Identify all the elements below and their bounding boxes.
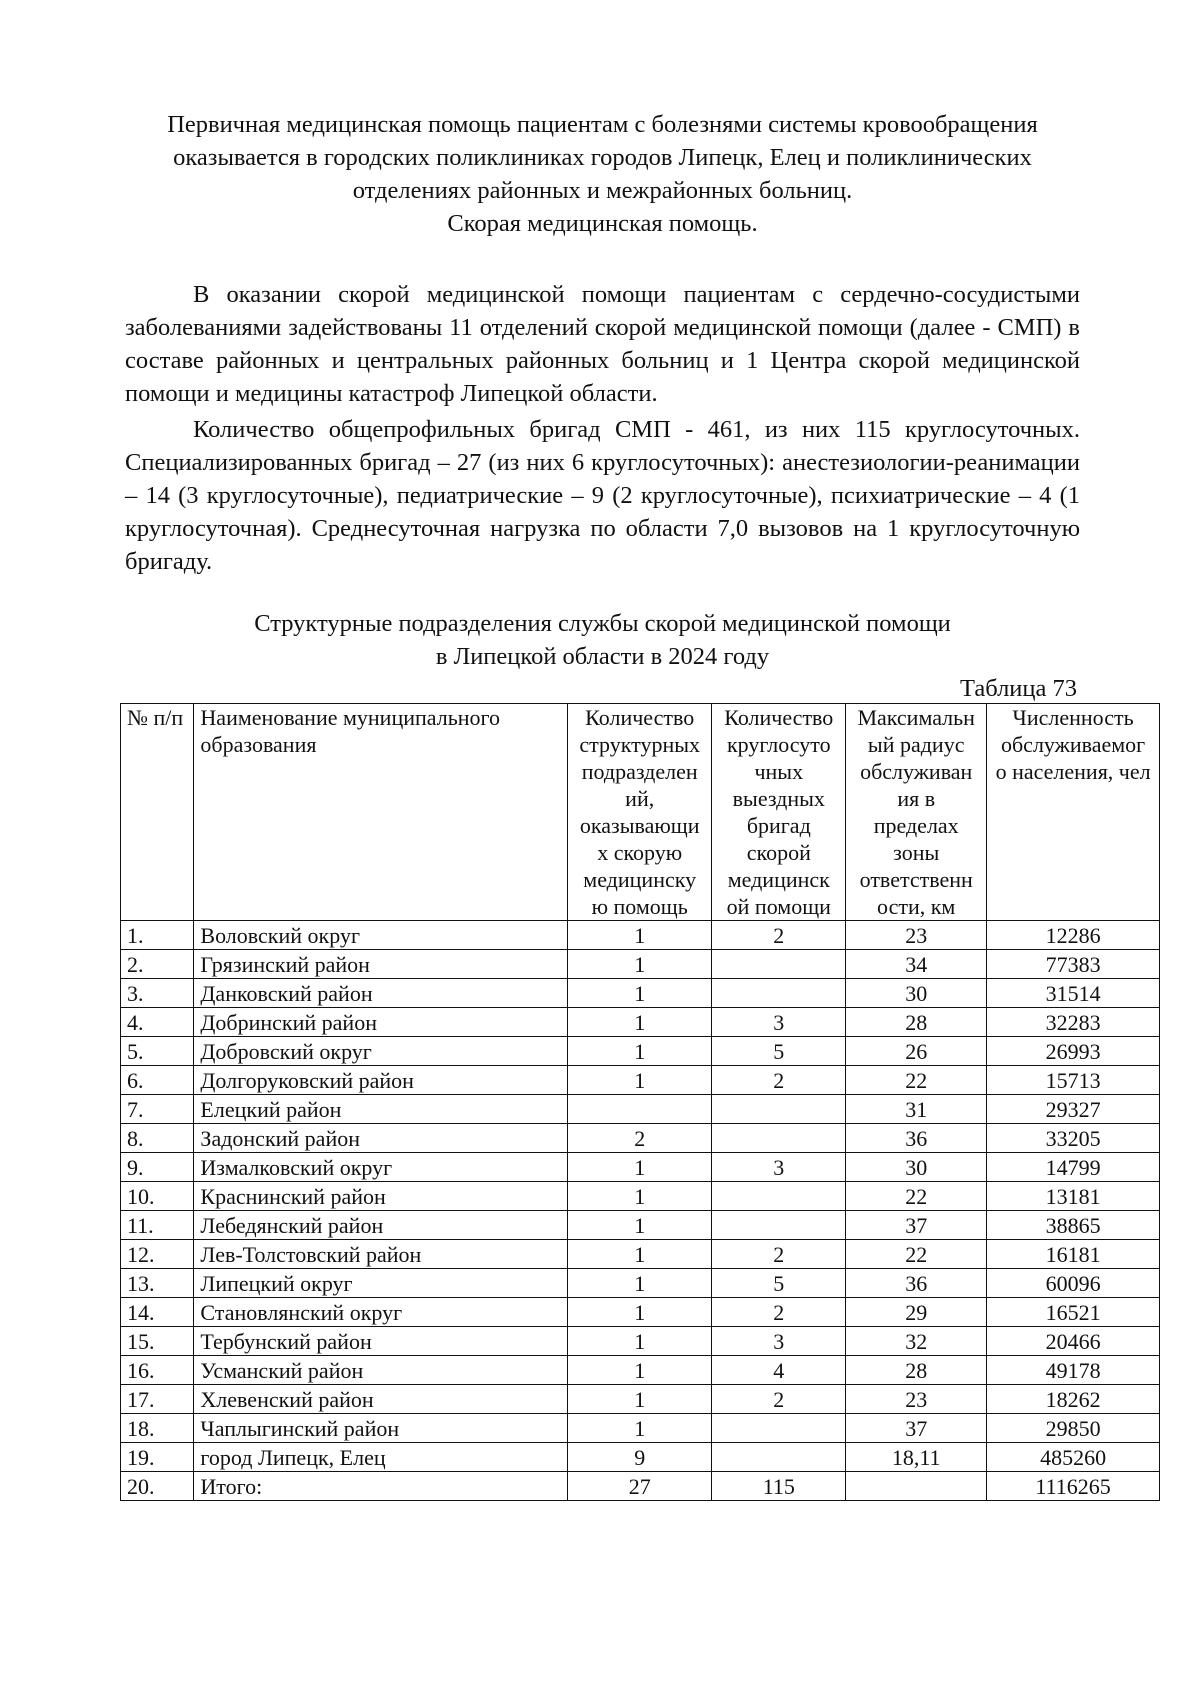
cell-max-radius xyxy=(846,1472,987,1501)
table-row xyxy=(121,1095,1160,1124)
cell-population: 32283 xyxy=(987,1008,1160,1037)
table-row xyxy=(121,950,1160,979)
cell-max-radius: 36 xyxy=(846,1269,987,1298)
cell-brigades-count xyxy=(712,1182,846,1211)
cell-brigades-count: 5 xyxy=(712,1037,846,1066)
table-header-row xyxy=(121,704,1160,921)
cell-max-radius: 22 xyxy=(846,1066,987,1095)
cell-municipality: Итого: xyxy=(194,1472,568,1501)
cell-brigades-count xyxy=(712,1124,846,1153)
cell-number: 20. xyxy=(121,1472,194,1501)
cell-units-count: 1 xyxy=(568,950,712,979)
intro-block xyxy=(125,108,1080,240)
cell-population: 60096 xyxy=(987,1269,1160,1298)
cell-population: 31514 xyxy=(987,979,1160,1008)
cell-brigades-count: 5 xyxy=(712,1269,846,1298)
cell-max-radius: 31 xyxy=(846,1095,987,1124)
table-title-line: Структурные подразделения службы скорой медицинской помощи xyxy=(254,610,951,637)
cell-units-count: 1 xyxy=(568,1298,712,1327)
cell-max-radius: 18,11 xyxy=(846,1443,987,1472)
cell-max-radius: 22 xyxy=(846,1182,987,1211)
table-row xyxy=(121,1472,1160,1501)
table-row xyxy=(121,1385,1160,1414)
cell-units-count: 1 xyxy=(568,979,712,1008)
cell-municipality: Добровский округ xyxy=(194,1037,568,1066)
cell-max-radius: 22 xyxy=(846,1240,987,1269)
cell-max-radius: 37 xyxy=(846,1414,987,1443)
cell-municipality: Липецкий округ xyxy=(194,1269,568,1298)
cell-population: 20466 xyxy=(987,1327,1160,1356)
cell-municipality: Краснинский район xyxy=(194,1182,568,1211)
cell-number: 16. xyxy=(121,1356,194,1385)
cell-number: 15. xyxy=(121,1327,194,1356)
table-body xyxy=(121,921,1160,1501)
cell-units-count: 1 xyxy=(568,1182,712,1211)
cell-population: 14799 xyxy=(987,1153,1160,1182)
cell-population: 12286 xyxy=(987,921,1160,950)
cell-max-radius: 34 xyxy=(846,950,987,979)
cell-max-radius: 30 xyxy=(846,979,987,1008)
header-number: № п/п xyxy=(121,704,194,921)
cell-units-count: 2 xyxy=(568,1124,712,1153)
cell-number: 4. xyxy=(121,1008,194,1037)
body-text xyxy=(125,278,1080,581)
cell-municipality: Воловский округ xyxy=(194,921,568,950)
cell-brigades-count: 3 xyxy=(712,1008,846,1037)
header-population: Численность обслуживаемог о населения, чел xyxy=(987,704,1160,921)
cell-population: 13181 xyxy=(987,1182,1160,1211)
cell-max-radius: 37 xyxy=(846,1211,987,1240)
cell-number: 11. xyxy=(121,1211,194,1240)
table-row xyxy=(121,921,1160,950)
cell-number: 7. xyxy=(121,1095,194,1124)
cell-population: 1116265 xyxy=(987,1472,1160,1501)
cell-units-count: 1 xyxy=(568,1385,712,1414)
cell-units-count: 1 xyxy=(568,1269,712,1298)
cell-population: 26993 xyxy=(987,1037,1160,1066)
cell-number: 14. xyxy=(121,1298,194,1327)
cell-number: 18. xyxy=(121,1414,194,1443)
cell-population: 29850 xyxy=(987,1414,1160,1443)
cell-brigades-count: 2 xyxy=(712,1385,846,1414)
header-municipality: Наименование муниципального образования xyxy=(194,704,568,921)
cell-brigades-count xyxy=(712,1443,846,1472)
cell-municipality: Становлянский округ xyxy=(194,1298,568,1327)
cell-municipality: Хлевенский район xyxy=(194,1385,568,1414)
table-row xyxy=(121,1443,1160,1472)
intro-line: Первичная медицинская помощь пациентам с болезнями системы кровообращения xyxy=(167,111,1038,138)
table-row xyxy=(121,1327,1160,1356)
cell-units-count: 1 xyxy=(568,1008,712,1037)
cell-number: 19. xyxy=(121,1443,194,1472)
paragraph: В оказании скорой медицинской помощи пациентам с сердечно-сосудистыми заболеваниями задействованы 11 отделений скорой медицинской помощи (далее - СМП) в составе районных и центральных районных больниц и 1 Центра скорой медицинской помощи и медицины катастроф Липецкой области. xyxy=(125,281,1080,407)
cell-brigades-count xyxy=(712,979,846,1008)
cell-number: 5. xyxy=(121,1037,194,1066)
cell-units-count: 9 xyxy=(568,1443,712,1472)
cell-population: 38865 xyxy=(987,1211,1160,1240)
table-number: Таблица 73 xyxy=(960,675,1078,702)
cell-population: 49178 xyxy=(987,1356,1160,1385)
cell-number: 6. xyxy=(121,1066,194,1095)
cell-population: 77383 xyxy=(987,950,1160,979)
cell-number: 12. xyxy=(121,1240,194,1269)
table-row xyxy=(121,979,1160,1008)
cell-brigades-count: 4 xyxy=(712,1356,846,1385)
cell-municipality: Задонский район xyxy=(194,1124,568,1153)
header-units-count: Количество структурных подразделен ий, оказывающи х скорую медицинску ю помощь xyxy=(568,704,712,921)
section-heading: Скорая медицинская помощь. xyxy=(447,210,758,237)
cell-municipality: Тербунский район xyxy=(194,1327,568,1356)
table-row xyxy=(121,1414,1160,1443)
table-row xyxy=(121,1211,1160,1240)
cell-units-count xyxy=(568,1095,712,1124)
intro-line: отделениях районных и межрайонных больниц. xyxy=(352,177,853,204)
cell-number: 10. xyxy=(121,1182,194,1211)
cell-municipality: Елецкий район xyxy=(194,1095,568,1124)
ambulance-units-table xyxy=(120,703,1160,1501)
cell-number: 3. xyxy=(121,979,194,1008)
table-title-line: в Липецкой области в 2024 году xyxy=(435,643,770,670)
header-max-radius: Максимальн ый радиус обслуживан ия в пределах зоны ответственн ости, км xyxy=(846,704,987,921)
cell-brigades-count: 2 xyxy=(712,1298,846,1327)
cell-number: 13. xyxy=(121,1269,194,1298)
cell-brigades-count: 3 xyxy=(712,1153,846,1182)
table-row xyxy=(121,1240,1160,1269)
cell-max-radius: 23 xyxy=(846,1385,987,1414)
cell-units-count: 1 xyxy=(568,1414,712,1443)
cell-max-radius: 28 xyxy=(846,1008,987,1037)
cell-brigades-count: 3 xyxy=(712,1327,846,1356)
table-row xyxy=(121,1037,1160,1066)
paragraph: Количество общепрофильных бригад СМП - 461, из них 115 круглосуточных. Специализированных бригад – 27 (из них 6 круглосуточных): анестезиологии-реанимации – 14 (3 круглосуточные), педиатрические – 9 (2 круглосуточные), психиатрические – 4 (1 круглосуточная). Среднесуточная нагрузка по области 7,0 вызовов на 1 круглосуточную бригаду. xyxy=(125,416,1080,575)
cell-units-count: 1 xyxy=(568,1211,712,1240)
cell-units-count: 1 xyxy=(568,1327,712,1356)
cell-municipality: Лев-Толстовский район xyxy=(194,1240,568,1269)
cell-municipality: Грязинский район xyxy=(194,950,568,979)
table-title xyxy=(125,607,1080,673)
cell-units-count: 1 xyxy=(568,1356,712,1385)
cell-brigades-count: 2 xyxy=(712,1066,846,1095)
cell-units-count: 1 xyxy=(568,921,712,950)
table-row xyxy=(121,1269,1160,1298)
cell-brigades-count: 2 xyxy=(712,1240,846,1269)
cell-municipality: Чаплыгинский район xyxy=(194,1414,568,1443)
table-row xyxy=(121,1066,1160,1095)
cell-max-radius: 23 xyxy=(846,921,987,950)
cell-population: 485260 xyxy=(987,1443,1160,1472)
cell-population: 16181 xyxy=(987,1240,1160,1269)
cell-max-radius: 36 xyxy=(846,1124,987,1153)
cell-max-radius: 28 xyxy=(846,1356,987,1385)
cell-max-radius: 32 xyxy=(846,1327,987,1356)
table-row xyxy=(121,1356,1160,1385)
header-brigades-count: Количество круглосуто чных выездных бригад скорой медицинск ой помощи xyxy=(712,704,846,921)
cell-brigades-count: 2 xyxy=(712,921,846,950)
cell-max-radius: 29 xyxy=(846,1298,987,1327)
table-row xyxy=(121,1182,1160,1211)
cell-population: 15713 xyxy=(987,1066,1160,1095)
cell-number: 2. xyxy=(121,950,194,979)
cell-units-count: 1 xyxy=(568,1066,712,1095)
cell-number: 8. xyxy=(121,1124,194,1153)
table-row xyxy=(121,1298,1160,1327)
intro-line: оказывается в городских поликлиниках городов Липецк, Елец и поликлинических xyxy=(173,144,1032,171)
cell-population: 29327 xyxy=(987,1095,1160,1124)
cell-municipality: Добринский район xyxy=(194,1008,568,1037)
cell-municipality: Усманский район xyxy=(194,1356,568,1385)
cell-number: 9. xyxy=(121,1153,194,1182)
cell-max-radius: 30 xyxy=(846,1153,987,1182)
cell-brigades-count xyxy=(712,1211,846,1240)
cell-municipality: город Липецк, Елец xyxy=(194,1443,568,1472)
cell-units-count: 1 xyxy=(568,1153,712,1182)
cell-municipality: Долгоруковский район xyxy=(194,1066,568,1095)
table-row xyxy=(121,1008,1160,1037)
cell-population: 33205 xyxy=(987,1124,1160,1153)
table-row xyxy=(121,1153,1160,1182)
cell-number: 17. xyxy=(121,1385,194,1414)
cell-units-count: 1 xyxy=(568,1240,712,1269)
cell-municipality: Лебедянский район xyxy=(194,1211,568,1240)
cell-population: 16521 xyxy=(987,1298,1160,1327)
cell-units-count: 27 xyxy=(568,1472,712,1501)
cell-municipality: Данковский район xyxy=(194,979,568,1008)
cell-brigades-count xyxy=(712,1095,846,1124)
cell-number: 1. xyxy=(121,921,194,950)
cell-municipality: Измалковский округ xyxy=(194,1153,568,1182)
cell-max-radius: 26 xyxy=(846,1037,987,1066)
cell-population: 18262 xyxy=(987,1385,1160,1414)
cell-units-count: 1 xyxy=(568,1037,712,1066)
cell-brigades-count xyxy=(712,950,846,979)
cell-brigades-count xyxy=(712,1414,846,1443)
cell-brigades-count: 115 xyxy=(712,1472,846,1501)
table-row xyxy=(121,1124,1160,1153)
